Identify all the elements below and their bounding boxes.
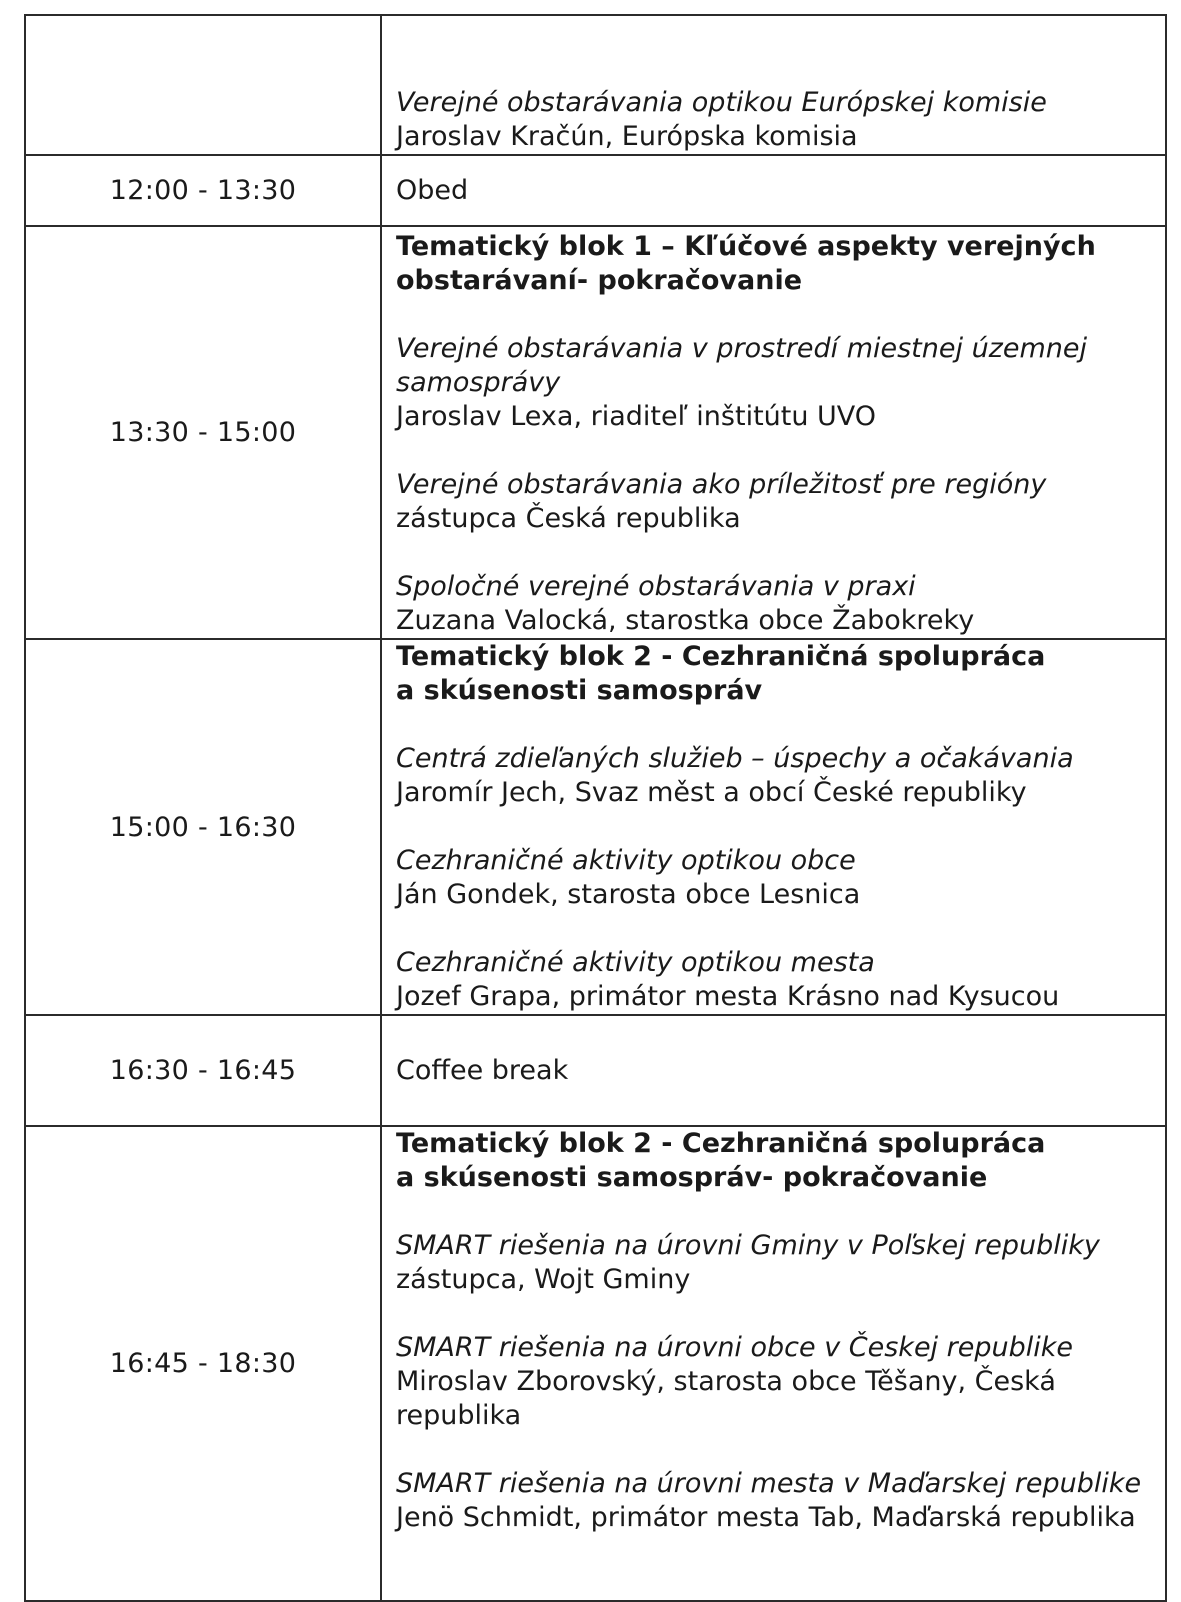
talk-speaker: Jaroslav Lexa, riaditeľ inštitútu UVO (396, 401, 877, 432)
talk-speaker: Zuzana Valocká, starostka obce Žabokreky (396, 605, 975, 636)
content-cell (381, 1015, 1166, 1126)
table-row (25, 15, 1166, 155)
table-row (25, 155, 1166, 226)
talk-title: Verejné obstarávania v prostredí miestnej územnej samosprávy (396, 333, 1087, 398)
content-cell (381, 1126, 1166, 1601)
talk-title: Centrá zdieľaných služieb – úspechy a očakávania (396, 743, 1074, 774)
table-row (25, 639, 1166, 1015)
time-cell: 15:00 - 16:30 (25, 639, 381, 1015)
break-text: Obed (396, 174, 469, 206)
block-title-line1: Tematický blok 2 - Cezhraničná spolupráca (396, 641, 1046, 672)
time-cell: 16:45 - 18:30 (25, 1126, 381, 1601)
block-title-line1: Tematický blok 2 - Cezhraničná spolupráca (396, 1128, 1046, 1159)
talk-speaker: Ján Gondek, starosta obce Lesnica (396, 879, 861, 910)
talk-title: SMART riešenia na úrovni Gminy v Poľskej republiky (396, 1230, 1100, 1261)
talk-speaker: Jaroslav Kračún, Európska komisia (396, 121, 858, 152)
block-title-line2: a skúsenosti samospráv (396, 675, 763, 706)
content-cell (381, 15, 1166, 155)
talk-title: SMART riešenia na úrovni mesta v Maďarskej republike (396, 1468, 1142, 1499)
time-cell: 16:30 - 16:45 (25, 1015, 381, 1126)
talk-title: Cezhraničné aktivity optikou obce (396, 845, 856, 876)
block-title: Tematický blok 1 – Kľúčové aspekty verejných obstarávaní- pokračovanie (396, 231, 1096, 296)
agenda-table (24, 14, 1167, 1602)
talk-speaker: zástupca, Wojt Gminy (396, 1264, 691, 1295)
time-cell (25, 15, 381, 155)
time-cell: 13:30 - 15:00 (25, 226, 381, 639)
table-row (25, 1126, 1166, 1601)
talk-speaker: Jenö Schmidt, primátor mesta Tab, Maďarská republika (396, 1502, 1136, 1533)
block-title-line2: a skúsenosti samospráv- pokračovanie (396, 1162, 988, 1193)
content-cell (381, 226, 1166, 639)
talk-speaker: Miroslav Zborovský, starosta obce Těšany, Česká republika (396, 1366, 1056, 1431)
talk-title: SMART riešenia na úrovni obce v Českej republike (396, 1332, 1073, 1363)
talk-title: Verejné obstarávania ako príležitosť pre regióny (396, 469, 1047, 500)
talk-speaker: zástupca Česká republika (396, 503, 741, 534)
content-cell (381, 639, 1166, 1015)
talk-title: Spoločné verejné obstarávania v praxi (396, 571, 916, 602)
time-cell: 12:00 - 13:30 (25, 155, 381, 226)
talk-speaker: Jaromír Jech, Svaz měst a obcí České republiky (396, 777, 1027, 808)
talk-title: Verejné obstarávania optikou Európskej komisie (396, 87, 1047, 118)
break-text: Coffee break (396, 1054, 569, 1086)
content-cell (381, 155, 1166, 226)
table-row (25, 226, 1166, 639)
talk-title: Cezhraničné aktivity optikou mesta (396, 947, 875, 978)
talk-speaker: Jozef Grapa, primátor mesta Krásno nad Kysucou (396, 981, 1060, 1012)
table-row (25, 1015, 1166, 1126)
